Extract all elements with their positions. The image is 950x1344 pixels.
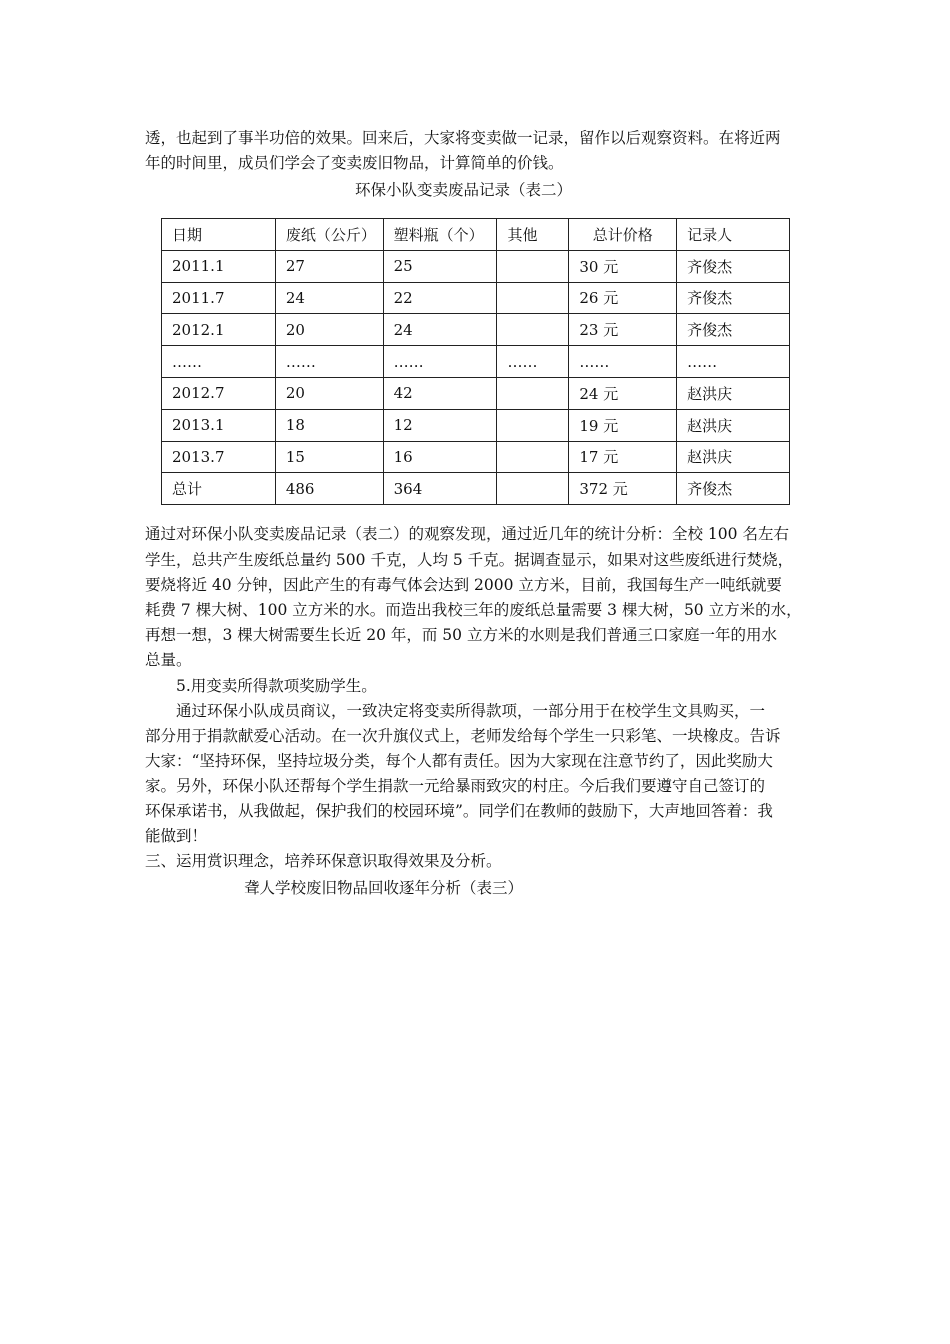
cell-other <box>497 409 569 441</box>
reward-line-3: 大家：“坚持环保，坚持垃圾分类，每个人都有责任。因为大家现在注意节约了，因此奖励大 <box>145 752 773 770</box>
table-row <box>162 250 790 282</box>
cell-recorder: 齐俊杰 <box>677 473 790 505</box>
cell-plastic-bottles: 364 <box>383 473 497 505</box>
analysis-line-6: 总量。 <box>145 651 192 669</box>
cell-recorder: 赵洪庆 <box>677 409 790 441</box>
reward-line-1: 通过环保小队成员商议，一致决定将变卖所得款项，一部分用于在校学生文具购买，一 <box>176 702 766 720</box>
cell-waste-paper: 18 <box>275 409 383 441</box>
cell-other <box>497 250 569 282</box>
cell-recorder: 赵洪庆 <box>677 441 790 473</box>
table-row <box>162 409 790 441</box>
cell-other <box>497 314 569 346</box>
reward-line-6: 能做到！ <box>145 827 208 845</box>
cell-waste-paper: 20 <box>275 377 383 409</box>
analysis-line-5: 再想一想，3 棵大树需要生长近 20 年，而 50 立方米的水则是我们普通三口家庭一年的用水 <box>145 626 777 644</box>
header-recorder: 记录人 <box>677 219 790 251</box>
analysis-line-3: 要烧将近 40 分钟，因此产生的有毒气体会达到 2000 立方米，目前，我国每生产一吨纸就要 <box>145 576 782 594</box>
table-row <box>162 314 790 346</box>
waste-sales-record-table <box>161 218 790 505</box>
section-5-heading: 5.用变卖所得款项奖励学生。 <box>176 677 377 695</box>
cell-other <box>497 441 569 473</box>
table-row <box>162 441 790 473</box>
table-header-row <box>162 219 790 251</box>
paragraph-top-line-1: 透，也起到了事半功倍的效果。回来后，大家将变卖做一记录，留作以后观察资料。在将近两 <box>145 129 781 147</box>
reward-line-2: 部分用于捐款献爱心活动。在一次升旗仪式上，老师发给每个学生一只彩笔、一块橡皮。告诉 <box>145 727 781 745</box>
cell-date: …… <box>162 346 276 378</box>
cell-total-price: 23 元 <box>569 314 677 346</box>
header-date: 日期 <box>162 219 276 251</box>
cell-total-price: …… <box>569 346 677 378</box>
cell-other <box>497 377 569 409</box>
cell-waste-paper: 486 <box>275 473 383 505</box>
header-total-price: 总计价格 <box>569 219 677 251</box>
reward-line-4: 家。另外，环保小队还帮每个学生捐款一元给暴雨致灾的村庄。今后我们要遵守自己签订的 <box>145 777 766 795</box>
cell-plastic-bottles: 12 <box>383 409 497 441</box>
cell-waste-paper: 20 <box>275 314 383 346</box>
cell-date: 2011.1 <box>162 250 276 282</box>
cell-date: 2011.7 <box>162 282 276 314</box>
cell-total-price: 372 元 <box>569 473 677 505</box>
cell-plastic-bottles: 24 <box>383 314 497 346</box>
table-row <box>162 377 790 409</box>
analysis-line-4: 耗费 7 棵大树、100 立方米的水。而造出我校三年的废纸总量需要 3 棵大树，50 立方米的水， <box>145 601 802 619</box>
table-row <box>162 282 790 314</box>
table-row-ellipsis <box>162 346 790 378</box>
cell-other: …… <box>497 346 569 378</box>
reward-line-5: 环保承诺书，从我做起，保护我们的校园环境”。同学们在教师的鼓励下，大声地回答着：我 <box>145 802 773 820</box>
paragraph-top-line-2: 年的时间里，成员们学会了变卖废旧物品，计算简单的价钱。 <box>145 154 564 172</box>
cell-total-price: 17 元 <box>569 441 677 473</box>
header-other: 其他 <box>497 219 569 251</box>
header-waste-paper: 废纸（公斤） <box>275 219 383 251</box>
analysis-line-2: 学生，总共产生废纸总量约 500 千克，人均 5 千克。据调查显示，如果对这些废纸进行焚烧， <box>145 551 794 569</box>
cell-date: 总计 <box>162 473 276 505</box>
table2-caption: 环保小队变卖废品记录（表二） <box>355 181 573 199</box>
cell-waste-paper: …… <box>275 346 383 378</box>
cell-date: 2013.1 <box>162 409 276 441</box>
cell-date: 2012.7 <box>162 377 276 409</box>
cell-plastic-bottles: 42 <box>383 377 497 409</box>
cell-plastic-bottles: 16 <box>383 441 497 473</box>
analysis-line-1: 通过对环保小队变卖废品记录（表二）的观察发现，通过近几年的统计分析：全校 100 名左右 <box>145 525 789 543</box>
cell-plastic-bottles: 25 <box>383 250 497 282</box>
cell-waste-paper: 24 <box>275 282 383 314</box>
cell-plastic-bottles: …… <box>383 346 497 378</box>
cell-recorder: 齐俊杰 <box>677 250 790 282</box>
header-plastic-bottles: 塑料瓶（个） <box>383 219 497 251</box>
cell-date: 2013.7 <box>162 441 276 473</box>
cell-recorder: 齐俊杰 <box>677 314 790 346</box>
cell-recorder: 赵洪庆 <box>677 377 790 409</box>
table3-caption: 聋人学校废旧物品回收逐年分析（表三） <box>244 879 524 897</box>
cell-other <box>497 473 569 505</box>
table-row-total <box>162 473 790 505</box>
cell-date: 2012.1 <box>162 314 276 346</box>
cell-recorder: …… <box>677 346 790 378</box>
cell-plastic-bottles: 22 <box>383 282 497 314</box>
cell-recorder: 齐俊杰 <box>677 282 790 314</box>
cell-waste-paper: 27 <box>275 250 383 282</box>
cell-waste-paper: 15 <box>275 441 383 473</box>
section-3-heading: 三、运用赏识理念，培养环保意识取得效果及分析。 <box>145 852 502 870</box>
cell-total-price: 24 元 <box>569 377 677 409</box>
cell-total-price: 30 元 <box>569 250 677 282</box>
cell-total-price: 26 元 <box>569 282 677 314</box>
cell-total-price: 19 元 <box>569 409 677 441</box>
cell-other <box>497 282 569 314</box>
